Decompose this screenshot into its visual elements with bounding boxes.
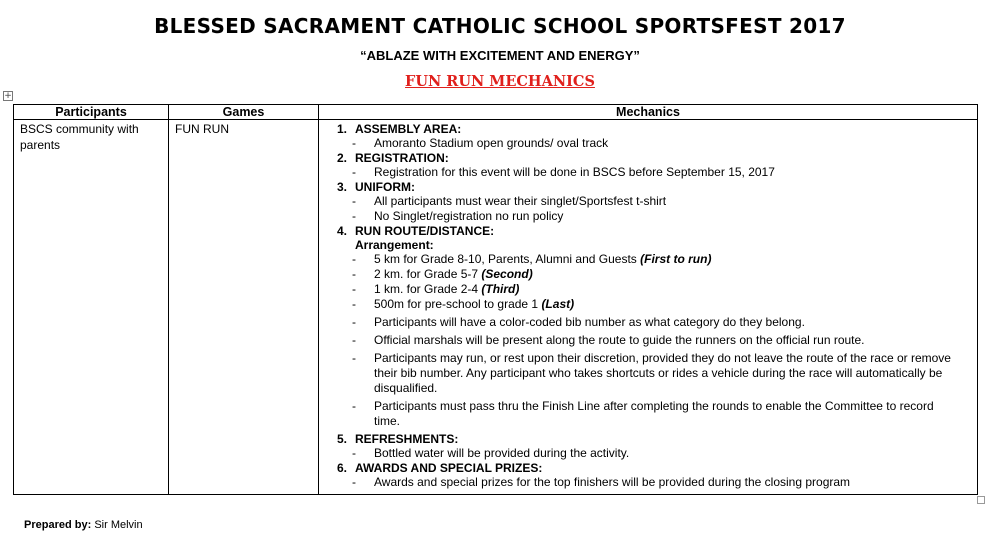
table-row xyxy=(14,120,978,495)
table-move-handle-icon[interactable]: + xyxy=(4,91,12,101)
games-cell: FUN RUN xyxy=(169,120,319,495)
list-item: - Participants must pass thru the Finish Line after completing the rounds to enable the Committee to record time. xyxy=(352,399,934,428)
mechanics-cell xyxy=(319,120,978,495)
header-games: Games xyxy=(169,105,319,120)
list-item: - 500m for pre-school to grade 1 (Last) xyxy=(352,297,575,311)
list-item: - Registration for this event will be done in BSCS before September 15, 2017 xyxy=(352,165,775,179)
section-heading: FUN RUN MECHANICS xyxy=(405,73,595,90)
list-item: - Participants may run, or rest upon their discretion, provided they do not leave the route of the race or remove their bib number. Any participant who takes shortcuts or rides a vehicle during the race will automatically be disqualified. xyxy=(352,351,951,395)
section-awards: 6. AWARDS AND SPECIAL PRIZES: xyxy=(337,461,543,475)
header-mechanics: Mechanics xyxy=(319,105,978,120)
section-registration: 2. REGISTRATION: xyxy=(337,151,449,165)
table-header-row xyxy=(14,105,978,120)
list-item: - 5 km for Grade 8-10, Parents, Alumni and Guests (First to run) xyxy=(352,252,712,266)
list-item: - Bottled water will be provided during the activity. xyxy=(352,446,630,460)
prepared-by xyxy=(24,519,143,531)
prepared-by-name: Sir Melvin xyxy=(94,519,143,531)
section-uniform: 3. UNIFORM: xyxy=(337,180,415,194)
list-item: - 1 km. for Grade 2-4 (Third) xyxy=(352,282,520,296)
document-title: BLESSED SACRAMENT CATHOLIC SCHOOL SPORTSFEST 2017 xyxy=(154,14,846,38)
list-item: - 2 km. for Grade 5-7 (Second) xyxy=(352,267,533,281)
mechanics-table xyxy=(13,104,978,495)
list-item: - All participants must wear their singlet/Sportsfest t-shirt xyxy=(352,194,667,208)
prepared-by-label: Prepared by: xyxy=(24,519,92,531)
list-item: - Amoranto Stadium open grounds/ oval track xyxy=(352,136,609,150)
participants-cell: BSCS community with parents xyxy=(14,120,169,495)
list-item: - No Singlet/registration no run policy xyxy=(352,209,564,223)
section-run-route: 4. RUN ROUTE/DISTANCE: xyxy=(337,224,495,238)
section-refreshments: 5. REFRESHMENTS: xyxy=(337,432,459,446)
table-resize-handle[interactable] xyxy=(977,496,985,504)
list-item: - Official marshals will be present along the route to guide the runners on the official run route. xyxy=(352,333,865,347)
document-subtitle: “ABLAZE WITH EXCITEMENT AND ENERGY” xyxy=(360,48,640,63)
header-participants: Participants xyxy=(14,105,169,120)
list-item: - Participants will have a color-coded bib number as what category do they belong. xyxy=(352,315,805,329)
list-item: - Awards and special prizes for the top finishers will be provided during the closing program xyxy=(352,475,851,489)
arrangement-label: Arrangement: xyxy=(355,238,434,252)
section-assembly: 1. ASSEMBLY AREA: xyxy=(337,122,462,136)
